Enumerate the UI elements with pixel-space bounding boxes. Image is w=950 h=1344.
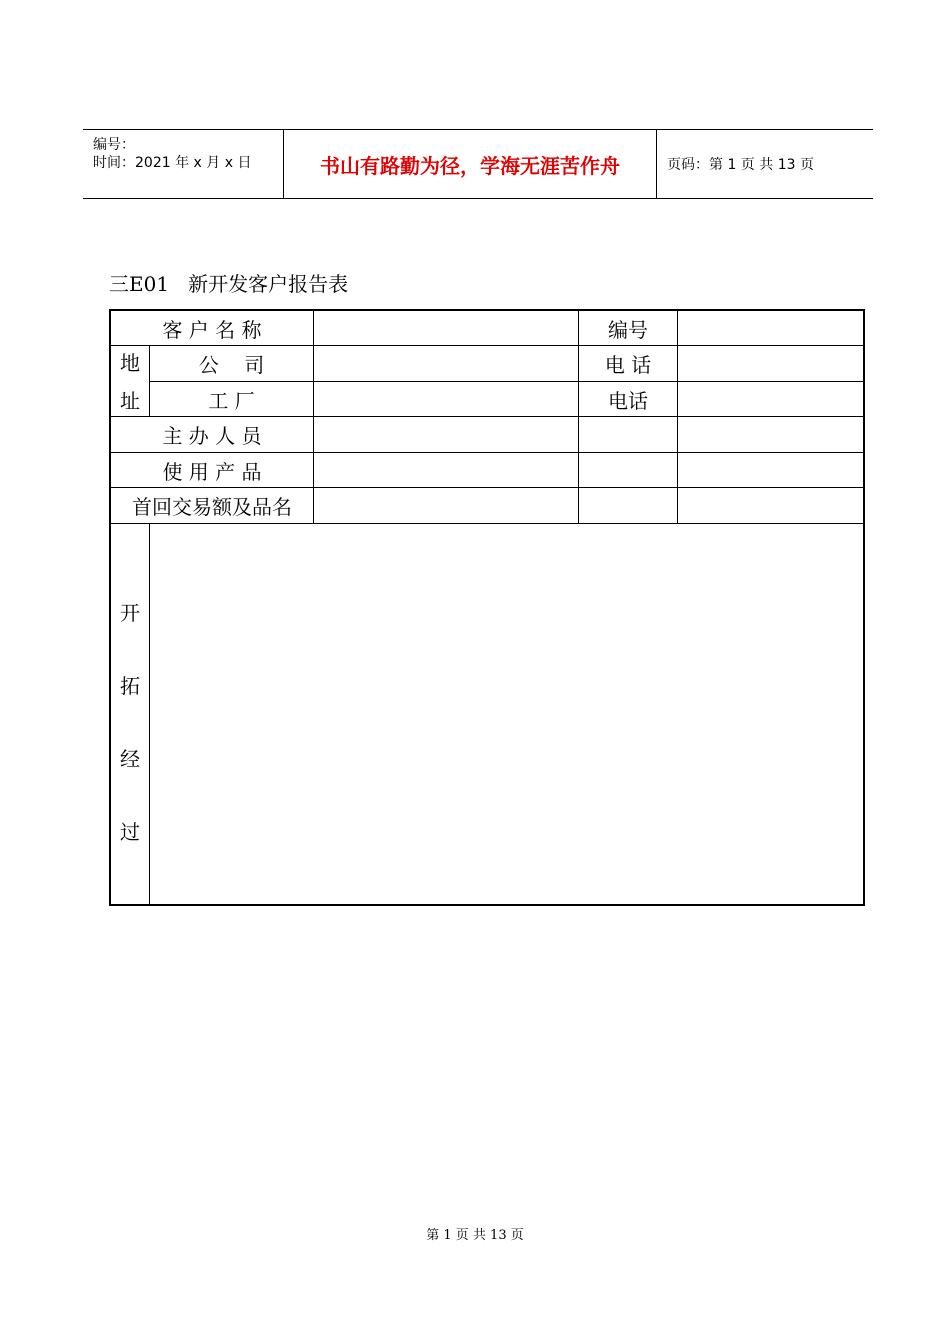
process-value[interactable]	[150, 524, 863, 906]
customer-name-value[interactable]	[314, 311, 578, 345]
person-in-charge-value[interactable]	[314, 417, 578, 452]
number-label: 编号：	[93, 137, 135, 153]
products-used-value[interactable]	[314, 453, 578, 487]
form-title: 三E01 新开发客户报告表	[109, 272, 349, 296]
factory-label: 工 厂	[208, 388, 255, 413]
address-char: 址	[120, 389, 140, 413]
address-label	[111, 347, 149, 414]
person-in-charge-label: 主 办 人 员	[162, 424, 262, 448]
company-label: 公 司	[198, 353, 265, 377]
time-label: 时间：2021 年 x 月 x 日	[93, 155, 252, 171]
code-label: 编号	[608, 317, 648, 342]
process-char: 过	[120, 820, 140, 844]
header-meta	[83, 130, 284, 198]
header-page-info: 页码：第 1 页 共 13 页	[667, 157, 814, 173]
company-phone-value[interactable]	[678, 346, 863, 381]
page-header	[83, 129, 873, 199]
factory-phone-label: 电话	[608, 388, 648, 413]
factory-phone-value[interactable]	[678, 382, 863, 416]
address-char: 地	[120, 351, 140, 375]
page-footer: 第 1 页 共 13 页	[426, 1228, 524, 1243]
customer-name-label: 客 户 名 称	[162, 317, 262, 342]
process-char: 经	[120, 747, 140, 771]
process-char: 开	[120, 601, 140, 625]
factory-address-value[interactable]	[314, 382, 578, 416]
first-trade-label: 首回交易额及品名	[132, 495, 292, 519]
products-used-label: 使 用 产 品	[162, 459, 262, 484]
process-label	[111, 597, 149, 845]
process-char: 拓	[120, 674, 140, 698]
code-value[interactable]	[678, 311, 863, 345]
first-trade-value[interactable]	[314, 488, 578, 523]
company-address-value[interactable]	[314, 346, 578, 381]
header-motto: 书山有路勤为径，学海无涯苦作舟	[284, 130, 657, 198]
customer-report-table	[109, 309, 865, 906]
company-phone-label: 电 话	[604, 353, 652, 377]
